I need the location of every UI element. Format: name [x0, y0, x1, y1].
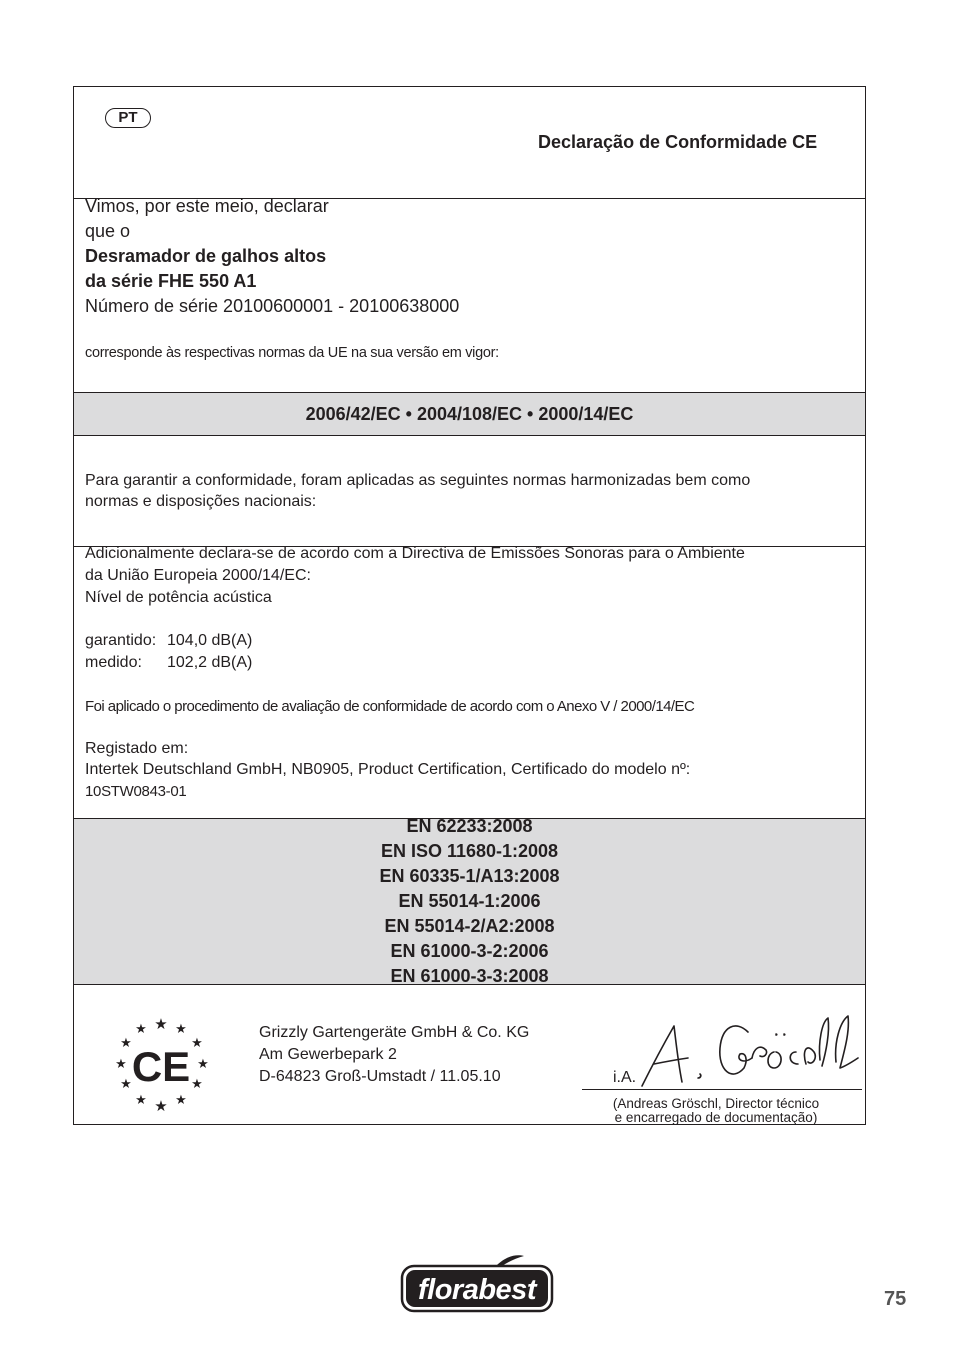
registered-label: Registado em: [85, 740, 189, 757]
signatory-caption: (Andreas Gröschl, Director técnico [612, 1096, 820, 1111]
svg-text:★: ★ [135, 1093, 147, 1108]
svg-text:★: ★ [175, 1093, 187, 1108]
ce-letters: CE [131, 1043, 191, 1090]
noise-text: da União Europeia 2000/14/EC: [85, 567, 311, 584]
certificate-number: 10STW0843-01 [85, 783, 187, 800]
procedure-text: Foi aplicado o procedimento de avaliação de conformidade de acordo com o Anexo V / 2000/14/EC [85, 698, 695, 715]
svg-text:★: ★ [191, 1077, 203, 1092]
svg-text:★: ★ [197, 1057, 209, 1072]
signature-prefix: i.A. [613, 1069, 637, 1086]
declaration-line: Vimos, por este meio, declarar [85, 196, 329, 216]
standard-item: EN 60335-1/A13:2008 [379, 866, 560, 886]
measured-value: 102,2 dB(A) [167, 654, 253, 671]
svg-text:★: ★ [191, 1036, 203, 1051]
divider [73, 984, 866, 985]
page-number: 75 [884, 1288, 907, 1310]
svg-text:★: ★ [154, 1015, 168, 1033]
svg-text:★: ★ [120, 1036, 132, 1051]
declaration-line: que o [85, 221, 131, 241]
company-name: Grizzly Gartengeräte GmbH & Co. KG [259, 1024, 530, 1041]
standard-item: EN 61000-3-3:2008 [390, 966, 549, 983]
noise-text: Adicionalmente declara-se de acordo com a Directiva de Emissões Sonoras para o Ambiente [85, 545, 745, 562]
measured-label: medido: [85, 654, 142, 671]
harmonized-text: Para garantir a conformidade, foram aplicadas as seguintes normas harmonizadas bem como [85, 472, 751, 489]
brand-wordmark: florabest [418, 1274, 536, 1306]
svg-text:★: ★ [175, 1022, 187, 1037]
signature-line [582, 1089, 862, 1090]
noise-text: Nível de potência acústica [85, 589, 272, 606]
standard-item: EN 61000-3-2:2006 [390, 941, 549, 961]
registered-body: Intertek Deutschland GmbH, NB0905, Product Certification, Certificado do modelo nº: [85, 761, 691, 778]
harmonized-text: normas e disposições nacionais: [85, 493, 317, 510]
standard-item: EN ISO 11680-1:2008 [380, 841, 559, 861]
handwritten-signature [636, 1012, 862, 1092]
svg-text:★: ★ [120, 1077, 132, 1092]
guaranteed-value: 104,0 dB(A) [167, 632, 253, 649]
guaranteed-label: garantido: [85, 632, 157, 649]
svg-text:★: ★ [154, 1097, 168, 1115]
conformity-statement: corresponde às respectivas normas da UE na sua versão em vigor: [85, 345, 499, 361]
product-name: Desramador de galhos altos [85, 246, 327, 266]
language-badge: PT [105, 108, 151, 128]
svg-text:★: ★ [135, 1022, 147, 1037]
company-city-date: D-64823 Groß-Umstadt / 11.05.10 [259, 1068, 501, 1085]
svg-text:★: ★ [115, 1057, 127, 1072]
divider [73, 392, 866, 393]
ce-mark-icon [108, 1015, 216, 1115]
directives: 2006/42/EC • 2004/108/EC • 2000/14/EC [305, 404, 634, 424]
divider [73, 435, 866, 436]
signatory-caption: e encarregado de documentação) [614, 1110, 818, 1125]
company-street: Am Gewerbepark 2 [259, 1046, 397, 1063]
standard-item: EN 55014-1:2006 [398, 891, 541, 911]
standard-item: EN 62233:2008 [406, 816, 533, 836]
page-title: Declaração de Conformidade CE [538, 132, 818, 152]
standard-item: EN 55014-2/A2:2008 [384, 916, 555, 936]
serial-number: Número de série 20100600001 - 20100638000 [85, 296, 460, 316]
florabest-logo [400, 1252, 556, 1314]
product-series: da série FHE 550 A1 [85, 271, 257, 291]
